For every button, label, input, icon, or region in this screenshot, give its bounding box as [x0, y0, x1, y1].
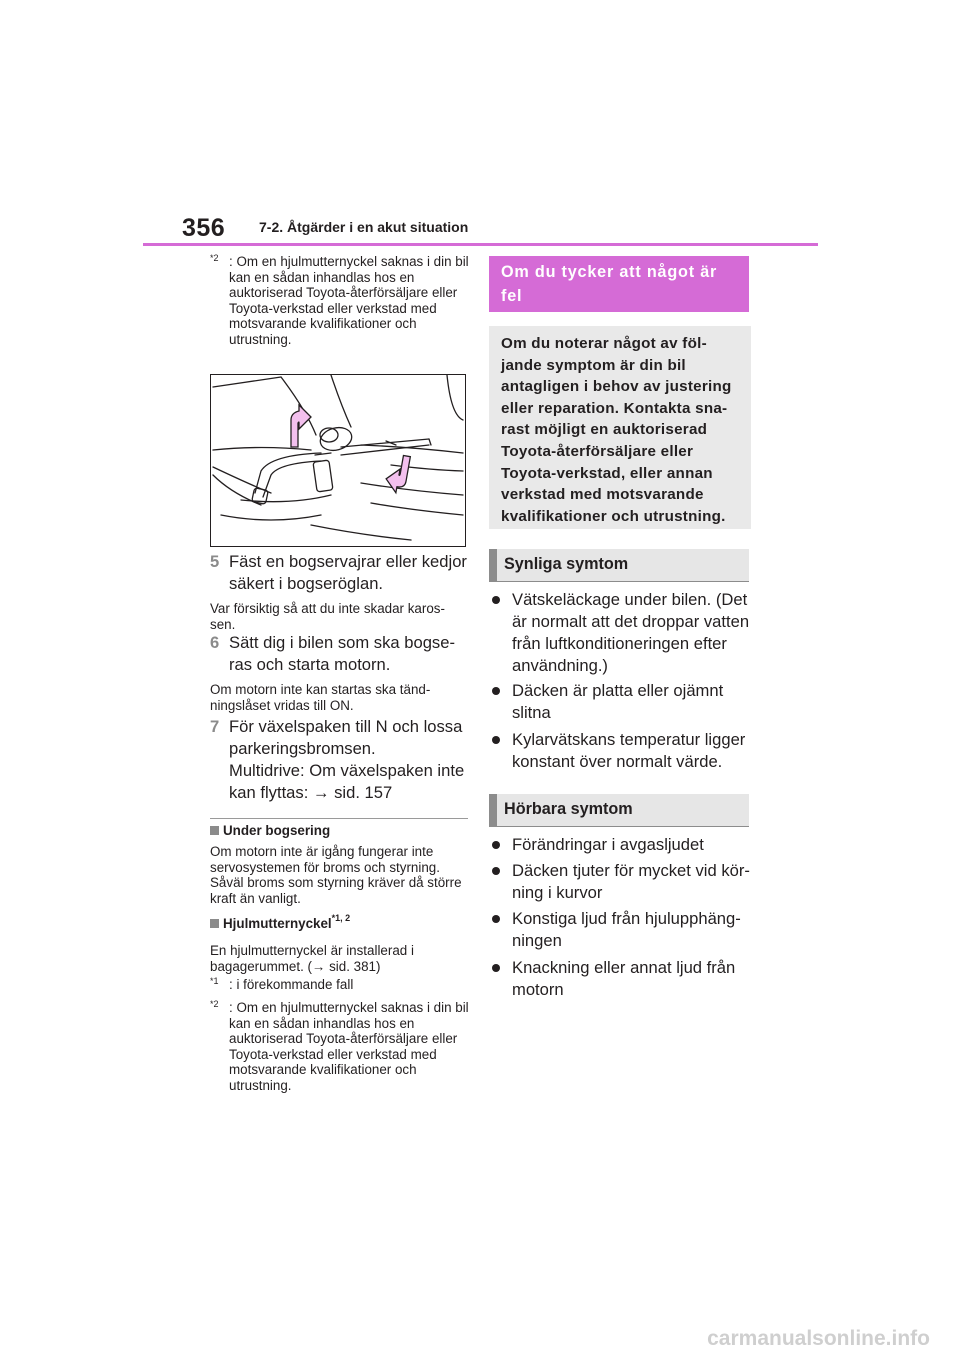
footnote-text: : Om en hjulmutternyckel saknas i din bil kan en sådan inhandlas hos en auktoriserad Toyota-återförsäljare eller Toyota-verkstad eller verkstad med motsvarande kvalifikationer och utrustning. [229, 254, 469, 347]
divider [210, 818, 468, 819]
list-item-text: Däcken är platta eller ojämnt slitna [512, 681, 724, 722]
wrench-text: En hjulmutternyckel är installerad i bagagerummet. (→ sid. 381) [210, 943, 414, 974]
step-6 [210, 632, 472, 676]
footnote-text: : i förekommande fall [229, 977, 354, 992]
footnote-mark: *1 [210, 976, 219, 986]
square-bullet-icon [210, 826, 219, 835]
list-item [492, 589, 752, 677]
step-number: 5 [210, 552, 220, 571]
bullet-icon [492, 736, 500, 744]
list-item [492, 957, 752, 1001]
list-item-text: Däcken tjuter för mycket vid kör-ning i kurvor [512, 861, 750, 902]
list-item [492, 834, 752, 856]
bullet-icon [492, 964, 500, 972]
list-item-text: Knackning eller annat ljud från motorn [512, 958, 736, 999]
heading-sup: *1, 2 [331, 913, 351, 923]
bullet-icon [492, 841, 500, 849]
arrow-up-icon [291, 405, 311, 447]
list-item-text: Vätskeläckage under bilen. (Det är normalt att det droppar vatten från luftkonditioneringen efter användning.) [512, 590, 750, 675]
footnote-mark: *2 [210, 999, 219, 1009]
footnote-top [210, 254, 470, 347]
page-number: 356 [182, 214, 226, 242]
list-item [492, 729, 752, 773]
footnote-mark: *2 [210, 253, 219, 263]
audible-symptoms-heading: Hörbara symtom [489, 794, 749, 827]
list-item [492, 860, 752, 904]
watermark: carmanualsonline.info [707, 1327, 930, 1350]
list-item-text: Konstiga ljud från hjulupphäng-ningen [512, 909, 741, 950]
under-towing-heading [210, 823, 330, 838]
bullet-icon [492, 915, 500, 923]
header-rule [143, 243, 818, 246]
arrow-down-icon [384, 453, 410, 494]
step-5-note: Var försiktig så att du inte skadar karos-sen. [210, 601, 445, 632]
heading-text: Under bogsering [223, 823, 331, 838]
under-towing-text: Om motorn inte är igång fungerar inte servosystemen för broms och styrning. Såväl broms som styrning kräver då större kraft än vanligt. [210, 844, 462, 906]
wrench-illustration-svg [211, 375, 465, 546]
footnote-1 [210, 977, 470, 993]
square-bullet-icon [210, 919, 219, 928]
step-text: Sätt dig i bilen som ska bogse-ras och starta motorn. [229, 633, 455, 674]
tow-eyelet-illustration [210, 374, 466, 547]
list-item [492, 908, 752, 952]
section-title: 7-2. Åtgärder i en akut situation [259, 219, 469, 235]
step-number: 7 [210, 717, 220, 736]
list-item [492, 680, 752, 724]
step-7 [210, 716, 472, 804]
heading-text: Hjulmutternyckel [223, 916, 332, 931]
bullet-icon [492, 687, 500, 695]
intro-box: Om du noterar något av föl-jande symptom är din bil antagligen i behov av justering eller reparation. Kontakta sna-rast möjligt en auktoriserad Toyota-återförsäljare eller Toyota-verkstad, eller annan verkstad med motsvarande kvalifikationer och utrustning. [489, 326, 751, 529]
list-item-text: Förändringar i avgasljudet [512, 835, 704, 854]
wrench-heading [210, 913, 351, 931]
step-text: För växelspaken till N och lossa parkeringsbromsen. [229, 717, 463, 758]
step-text-multidrive: Multidrive: Om växelspaken inte kan flyttas: → sid. 157 [229, 761, 465, 802]
bullet-icon [492, 867, 500, 875]
step-5 [210, 551, 472, 595]
footnote-text: : Om en hjulmutternyckel saknas i din bil kan en sådan inhandlas hos en auktoriserad Toyota-återförsäljare eller Toyota-verkstad eller verkstad med motsvarande kvalifikationer och utrustning. [229, 1000, 469, 1093]
step-text: Fäst en bogservajrar eller kedjor säkert i bogseröglan. [229, 552, 467, 593]
list-item-text: Kylarvätskans temperatur ligger konstant över normalt värde. [512, 730, 746, 771]
visible-symptoms-heading: Synliga symtom [489, 549, 749, 582]
footnote-2 [210, 1000, 470, 1093]
step-6-note: Om motorn inte kan startas ska tänd-ningslåset vridas till ON. [210, 682, 431, 713]
step-number: 6 [210, 633, 220, 652]
bullet-icon [492, 596, 500, 604]
pink-title-box: Om du tycker att något är fel [489, 256, 749, 312]
